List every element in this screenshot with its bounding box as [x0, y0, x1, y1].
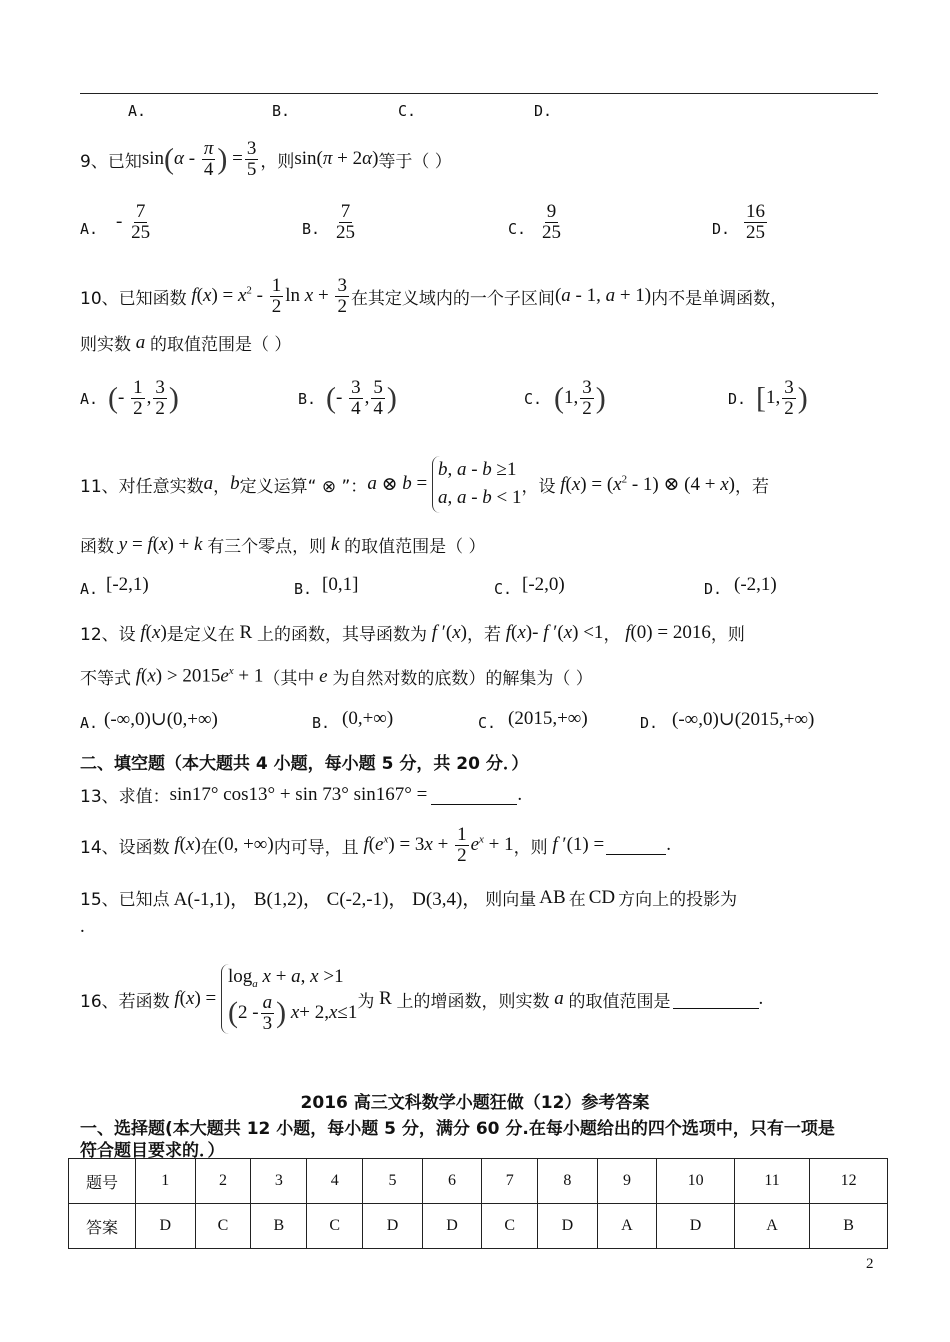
q10-suffix: 内不是单调函数，	[651, 288, 788, 309]
table-cell: 8	[538, 1159, 598, 1204]
q15-prefix: 15、已知点	[80, 890, 170, 910]
q10-option-a: A.	[80, 390, 99, 408]
q10-option-b: B.	[298, 390, 317, 408]
q9-option-d-value: $\frac{16}{25}$	[746, 201, 765, 243]
q11-option-a: A.	[80, 580, 99, 598]
q12-option-c: C.	[478, 714, 497, 732]
q11-var-a: a	[203, 473, 214, 494]
q9-option-c: C.	[508, 220, 527, 238]
table-cell: A	[597, 1204, 657, 1249]
q10-option-c: C.	[524, 390, 543, 408]
q16-piecewise: f ( x ) = $\log_a x + a$, x >1 ( 2 - $\frac{a}{3}$ ) x + 2, x ≤1	[174, 965, 358, 1034]
q11-let: ，设	[521, 476, 556, 497]
q10-option-d-value: [1, $\frac{3}{2}$ )	[756, 377, 808, 419]
q11-prefix: 11、对任意实数	[80, 476, 204, 497]
q15-vector-ab: AB	[539, 886, 566, 908]
answer-title: 2016 高三文科数学小题狂做（12）参考答案	[300, 1093, 650, 1113]
table-cell: 10	[657, 1159, 735, 1204]
q12-option-d: D.	[640, 714, 659, 732]
q14-fprime1: f ′(1) =	[552, 834, 605, 855]
q10-option-d: D.	[728, 390, 747, 408]
answer-section-heading: 一、选择题(本大题共 12 小题，每小题 5 分，满分 60 分.在每小题给出的四个选项中，只有一项是	[80, 1119, 835, 1139]
table-cell: 4	[307, 1159, 363, 1204]
q11-line2: 函数	[80, 537, 114, 557]
q15-end: 方向上的投影为	[618, 890, 738, 910]
q11-option-b-value: [0,1]	[322, 574, 359, 595]
table-cell: 5	[363, 1159, 423, 1204]
q11-define: 定义运算“ ⊗ ”：	[239, 476, 368, 497]
q9-equals: 等于（ ）	[378, 151, 452, 172]
q11-line2c: 的取值范围是（ ）	[344, 537, 486, 557]
q9-prefix: 9、已知	[80, 151, 142, 172]
q9-option-a-value: - $\frac{7}{25}$	[116, 201, 151, 243]
q12-option-a-value: (-∞,0)∪(0,+∞)	[104, 709, 218, 730]
q11-comma: ，	[213, 476, 231, 497]
q14-mid2: 内可导，且	[273, 837, 359, 858]
q11-option-c: C.	[494, 580, 513, 598]
q12-option-b-value: (0,+∞)	[342, 708, 394, 729]
q10-var-a: a	[131, 331, 150, 353]
question-13	[80, 782, 522, 807]
table-cell: C	[482, 1204, 538, 1249]
page-number: 2	[866, 1256, 874, 1272]
q10-option-c-value: (1, $\frac{3}{2}$ )	[554, 377, 606, 419]
q14-blank	[606, 835, 666, 855]
top-rule	[80, 93, 878, 94]
q9-option-b-value: $\frac{7}{25}$	[336, 201, 355, 243]
q15-vector-cd: CD	[588, 886, 616, 908]
table-row	[69, 1204, 888, 1249]
q14-then: ，则	[513, 837, 548, 858]
q12-option-a: A.	[80, 714, 99, 732]
q14-in: 在	[200, 837, 218, 858]
table-cell: 11	[734, 1159, 809, 1204]
q15-vector: 则向量	[485, 890, 537, 910]
q12-option-d-value: (-∞,0)∪(2015,+∞)	[672, 709, 815, 730]
q12-line2: 不等式	[80, 669, 131, 689]
table-cell: C	[195, 1204, 251, 1249]
answer-section-heading-2: 符合题目要求的．）	[80, 1141, 225, 1161]
q12-mid2: 上的函数，其导函数为	[256, 625, 427, 645]
q16-R: R	[374, 988, 397, 1009]
table-cell: 7	[482, 1159, 538, 1204]
q11-option-d-value: (-2,1)	[734, 574, 777, 595]
q10-formula: $f(x) = x^2$ - $\frac{1}{2}$ ln x + $\frac{3}{2}$	[191, 274, 347, 317]
q9-formula-2: sin(π + 2α)	[294, 148, 379, 169]
q10-middle: 在其定义域内的一个子区间	[350, 288, 555, 309]
table-cell: 1	[136, 1159, 196, 1204]
q14-fx: f(x)	[174, 834, 201, 855]
section-2-heading: 二、填空题（本大题共 4 小题，每小题 5 分，共 20 分．）	[80, 754, 529, 774]
q12-mid3: ，若	[466, 625, 501, 645]
table-cell: D	[538, 1204, 598, 1249]
table-cell: C	[307, 1204, 363, 1249]
question-16	[80, 950, 763, 1048]
q11-option-d: D.	[704, 580, 723, 598]
q10-option-b-value: (- $\frac{3}{4}$ , $\frac{5}{4}$ )	[326, 377, 397, 419]
q11-line2b: 有三个零点，则	[207, 537, 327, 557]
q11-piecewise: a ⊗ b = b, a - b ≥1 a, a - b < 1	[367, 456, 521, 513]
q12-R: R	[234, 621, 257, 643]
q12-fprime: f ′(x)	[431, 621, 467, 643]
q10-line2b: 的取值范围是（ ）	[150, 335, 292, 355]
table-cell: 3	[251, 1159, 307, 1204]
table-cell: 6	[422, 1159, 482, 1204]
q11-func-y: y = f(x) + k	[118, 533, 203, 555]
q16-mid2: 上的增函数，则实数	[396, 991, 550, 1012]
q9-option-a: A.	[80, 220, 99, 238]
option-d: D.	[534, 102, 553, 120]
q12-var-e: e	[314, 665, 333, 687]
q14-prefix: 14、设函数	[80, 837, 170, 858]
q9-option-c-value: $\frac{9}{25}$	[542, 201, 561, 243]
q13-prefix: 13、求值：	[80, 787, 170, 807]
q12-prefix: 12、设	[80, 625, 136, 645]
q13-expression: sin17° cos13° + sin 73° sin167° =	[169, 783, 428, 805]
q10-line2: 则实数	[80, 335, 131, 355]
option-c: C.	[398, 102, 417, 120]
question-14	[80, 818, 671, 872]
q12-f0: f(0) = 2016	[625, 621, 711, 643]
q13-blank	[431, 785, 517, 805]
q12-mid1: 是定义在	[166, 625, 235, 645]
q11-formula: $f(x) = (x^2 - 1)$ ⊗ (4 + x)	[560, 473, 735, 495]
q9-option-b: B.	[302, 220, 321, 238]
row-label-number: 题号	[69, 1159, 136, 1204]
q11-option-c-value: [-2,0)	[522, 574, 565, 595]
q11-var-b: b	[230, 473, 240, 494]
table-cell: D	[136, 1204, 196, 1249]
table-cell: D	[363, 1204, 423, 1249]
q11-option-b: B.	[294, 580, 313, 598]
q12-end: ，则	[710, 625, 745, 645]
table-cell: D	[422, 1204, 482, 1249]
q12-line2c: 为自然对数的底数）的解集为（ ）	[332, 669, 593, 689]
q14-eq: $f(e^x) = 3x$ + $\frac{1}{2}$ $e^x + 1$	[363, 823, 514, 866]
q10-prefix: 10、已知函数	[80, 288, 187, 309]
q15-dot: .	[80, 916, 85, 937]
q11-if: ，若	[735, 476, 769, 497]
q16-is: 为	[357, 991, 375, 1012]
q12-mid4: ，	[603, 625, 621, 645]
table-row	[69, 1159, 888, 1204]
table-cell: A	[734, 1204, 809, 1249]
q14-interval: (0, +∞)	[217, 834, 274, 855]
answer-table	[68, 1158, 888, 1249]
q16-period: .	[758, 988, 764, 1009]
q15-in: 在	[568, 890, 586, 910]
q12-option-b: B.	[312, 714, 331, 732]
q16-var-a: a	[549, 988, 569, 1009]
q12-option-c-value: (2015,+∞)	[508, 708, 588, 729]
table-cell: 9	[597, 1159, 657, 1204]
table-cell: 12	[810, 1159, 888, 1204]
q13-period: .	[517, 783, 523, 805]
q10-option-a-value: (- $\frac{1}{2}$ , $\frac{3}{2}$ )	[108, 377, 179, 419]
q16-prefix: 16、若函数	[80, 991, 170, 1012]
q16-end: 的取值范围是	[568, 991, 671, 1012]
q11-option-a-value: [-2,1)	[106, 574, 149, 595]
q16-blank	[673, 989, 759, 1009]
row-label-answer: 答案	[69, 1204, 136, 1249]
q12-fx: f(x)	[140, 621, 167, 643]
option-b: B.	[272, 102, 291, 120]
q10-interval: (a - 1, a + 1)	[554, 285, 652, 306]
q9-then: ，则	[260, 151, 295, 172]
q12-line2b: （其中	[263, 669, 315, 689]
table-cell: 2	[195, 1159, 251, 1204]
table-cell: B	[251, 1204, 307, 1249]
q11-var-k: k	[326, 533, 345, 555]
table-cell: D	[657, 1204, 735, 1249]
q9-option-d: D.	[712, 220, 731, 238]
table-cell: B	[810, 1204, 888, 1249]
q14-period: .	[666, 834, 671, 855]
q12-cond: f(x)- f ′(x) <1	[505, 621, 604, 643]
option-a: A.	[128, 102, 147, 120]
q9-formula: sin(α - $\frac{\pi}{4}$ ) = $\frac{3}{5}$	[141, 137, 257, 180]
q12-ineq: $f(x) > 2015e^x + 1$	[135, 665, 264, 687]
q15-points: A(-1,1)， B(1,2)， C(-2,-1)， D(3,4)，	[173, 889, 482, 910]
